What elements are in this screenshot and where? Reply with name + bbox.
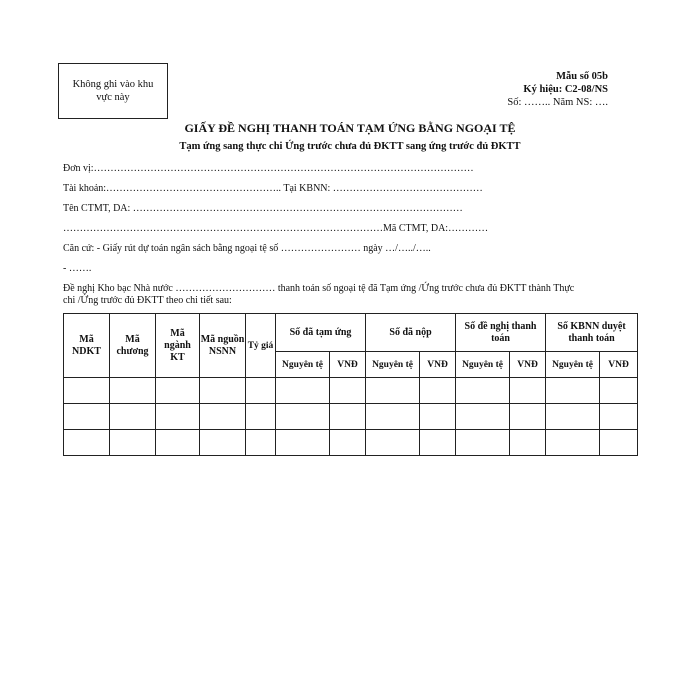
header-ma-chuong: Mã chương — [110, 314, 156, 378]
table-cell[interactable] — [600, 404, 638, 430]
table-cell[interactable] — [546, 378, 600, 404]
no-write-area-box — [58, 63, 168, 119]
form-serial-year: Số: …….. Năm NS: …. — [507, 97, 608, 108]
table-cell[interactable] — [420, 378, 456, 404]
field-tai-khoan: Tài khoản:…………………………………………….. Tại KBNN: ……………………………………… — [63, 183, 483, 194]
sub-nguyen-te: Nguyên tệ — [546, 352, 600, 378]
table-row — [64, 430, 638, 456]
table-cell[interactable] — [110, 378, 156, 404]
table-cell[interactable] — [420, 430, 456, 456]
table-cell[interactable] — [246, 430, 276, 456]
table-cell[interactable] — [456, 404, 510, 430]
table-cell[interactable] — [246, 378, 276, 404]
field-ma-ctmt: ……………………………………………………………………………………Mã CTMT, DA:………… — [63, 223, 489, 234]
header-ma-ndkt: Mã NDKT — [64, 314, 110, 378]
no-write-line-1: Không ghi vào khu — [72, 79, 154, 90]
table-cell[interactable] — [420, 404, 456, 430]
table-cell[interactable] — [456, 430, 510, 456]
table-cell[interactable] — [64, 404, 110, 430]
sub-vnd: VNĐ — [510, 352, 546, 378]
field-don-vi: Đơn vị:…………………………………………………………………………………………………… — [63, 163, 474, 174]
table-cell[interactable] — [330, 430, 366, 456]
sub-vnd: VNĐ — [420, 352, 456, 378]
sub-nguyen-te: Nguyên tệ — [366, 352, 420, 378]
table-cell[interactable] — [456, 378, 510, 404]
table-cell[interactable] — [200, 430, 246, 456]
table-cell[interactable] — [200, 404, 246, 430]
table-cell[interactable] — [110, 404, 156, 430]
table-cell[interactable] — [546, 404, 600, 430]
sub-nguyen-te: Nguyên tệ — [456, 352, 510, 378]
table-row — [64, 378, 638, 404]
payment-detail-table — [63, 313, 638, 456]
table-cell[interactable] — [510, 404, 546, 430]
header-ma-nguon-nsnn: Mã nguồn NSNN — [200, 314, 246, 378]
sub-nguyen-te: Nguyên tệ — [276, 352, 330, 378]
table-cell[interactable] — [510, 378, 546, 404]
table-cell[interactable] — [276, 378, 330, 404]
field-de-nghi-line-1: Đề nghị Kho bạc Nhà nước ………………………… thanh toán số ngoại tệ đã Tạm ứng /Ứng trước chưa đủ ĐKTT thành Thực — [63, 283, 575, 294]
table-cell[interactable] — [64, 378, 110, 404]
table-cell[interactable] — [276, 430, 330, 456]
table-cell[interactable] — [330, 378, 366, 404]
sub-vnd: VNĐ — [600, 352, 638, 378]
field-can-cu: Căn cứ: - Giấy rút dự toán ngân sách bằng ngoại tệ số …………………… ngày …/…../….. — [63, 243, 431, 254]
table-cell[interactable] — [366, 378, 420, 404]
sub-vnd: VNĐ — [330, 352, 366, 378]
table-cell[interactable] — [156, 378, 200, 404]
table-cell[interactable] — [246, 404, 276, 430]
header-so-da-nop: Số đã nộp — [366, 314, 456, 352]
field-de-nghi-line-2: chi /Ứng trước đủ ĐKTT theo chi tiết sau: — [63, 295, 232, 306]
form-symbol: Ký hiệu: C2-08/NS — [523, 84, 608, 95]
table-cell[interactable] — [366, 430, 420, 456]
table-cell[interactable] — [156, 404, 200, 430]
table-cell[interactable] — [64, 430, 110, 456]
table-cell[interactable] — [600, 430, 638, 456]
header-ty-gia: Tỷ giá — [246, 314, 276, 378]
document-title: GIẤY ĐỀ NGHỊ THANH TOÁN TẠM ỨNG BẰNG NGOẠI TỆ — [184, 121, 516, 135]
document-subtitle: Tạm ứng sang thực chi Ứng trước chưa đủ ĐKTT sang ứng trước đủ ĐKTT — [179, 141, 521, 152]
table-cell[interactable] — [276, 404, 330, 430]
table-cell[interactable] — [366, 404, 420, 430]
table-cell[interactable] — [110, 430, 156, 456]
no-write-line-2: vực này — [96, 92, 130, 103]
header-so-da-tam-ung: Số đã tạm ứng — [276, 314, 366, 352]
table-cell[interactable] — [546, 430, 600, 456]
table-cell[interactable] — [200, 378, 246, 404]
table-cell[interactable] — [510, 430, 546, 456]
field-ten-ctmt: Tên CTMT, DA: ……………………………………………………………………………………… — [63, 203, 463, 214]
header-ma-nganh-kt: Mã ngành KT — [156, 314, 200, 378]
table-cell[interactable] — [330, 404, 366, 430]
field-dash: - ……. — [63, 263, 92, 274]
header-so-de-nghi-thanh-toan: Số đề nghị thanh toán — [456, 314, 546, 352]
table-cell[interactable] — [156, 430, 200, 456]
header-so-kbnn-duyet: Số KBNN duyệt thanh toán — [546, 314, 638, 352]
form-number: Mẫu số 05b — [556, 71, 608, 82]
table-row — [64, 404, 638, 430]
table-cell[interactable] — [600, 378, 638, 404]
